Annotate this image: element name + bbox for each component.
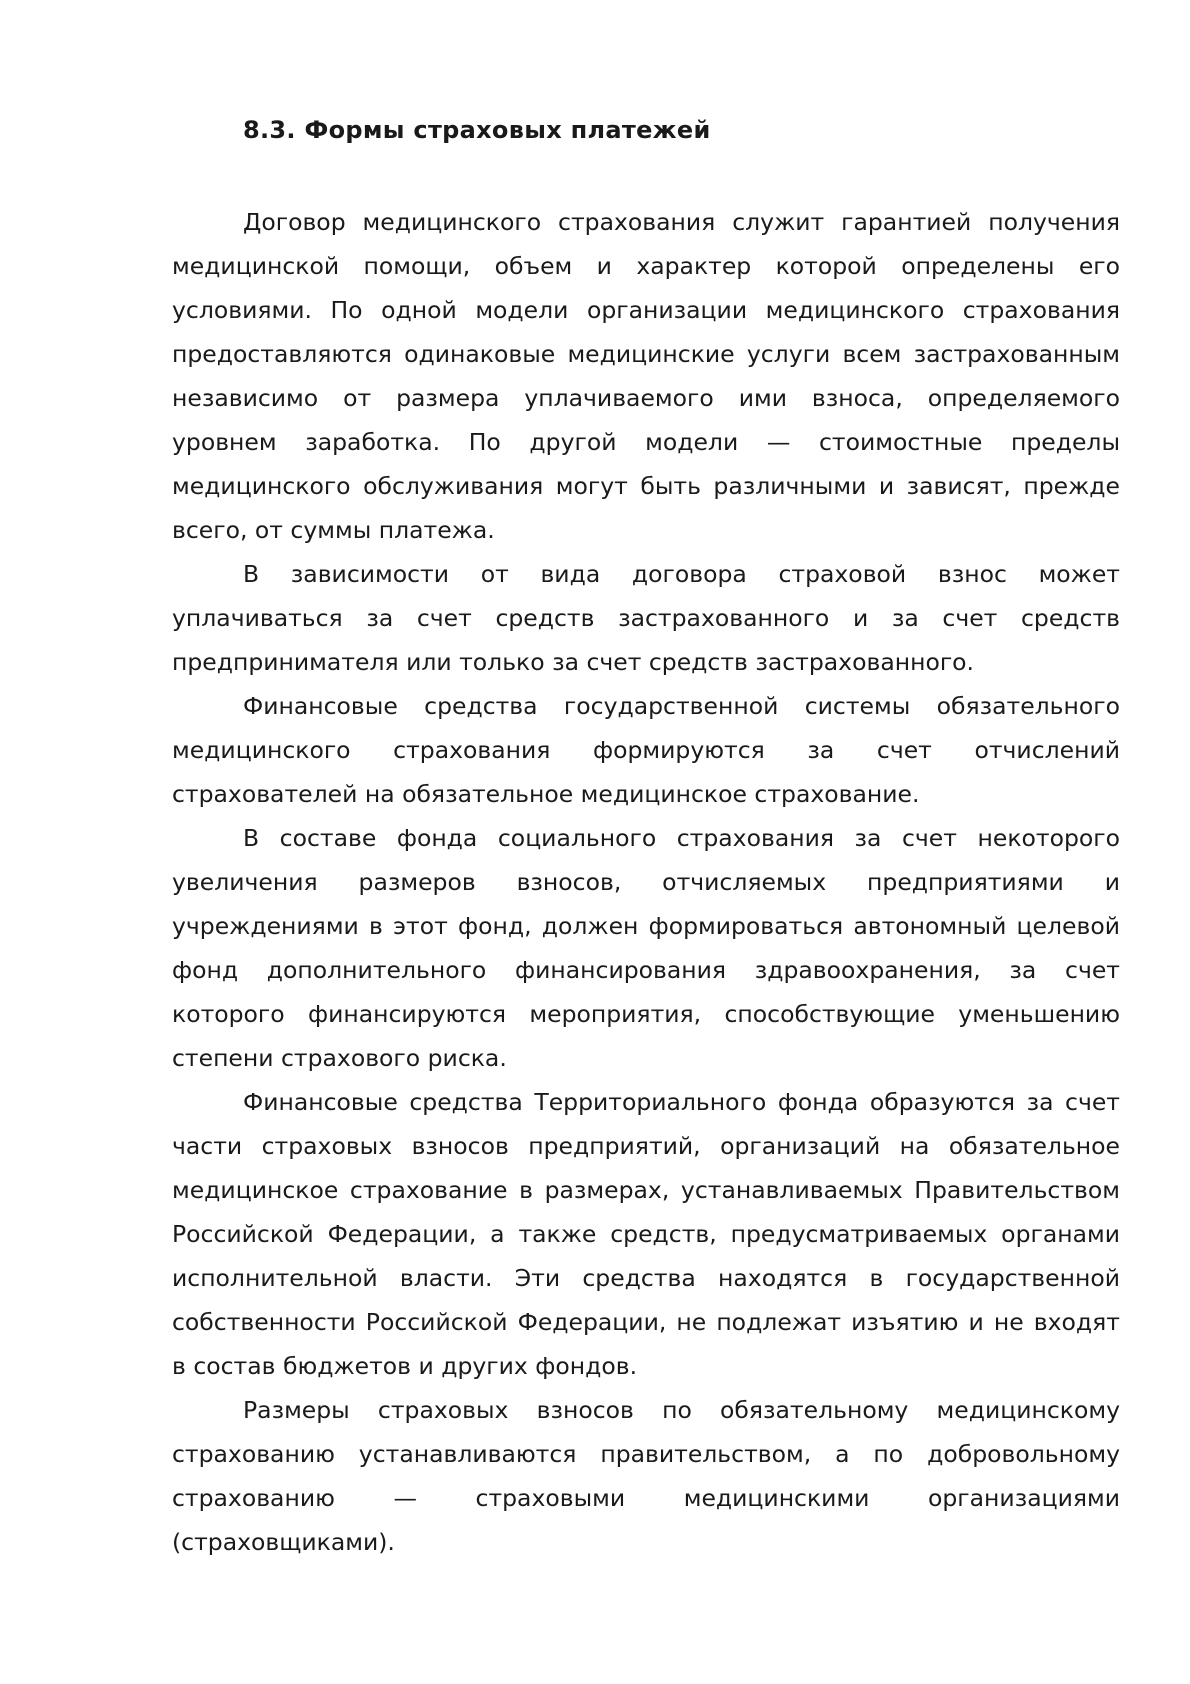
paragraph: Договор медицинского страхования служит гарантией получения медицинской помощи, объем и характер которой определены его условиями. По одной модели организации медицинского страхования предоставляются одинаковые медицинские услуги всем застрахованным независимо от размера уплачиваемого ими взноса, определяемого уровнем заработка. По другой модели — стоимостные пределы медицинского обслуживания могут быть различными и зависят, прежде всего, от суммы платежа. [172, 208, 1120, 544]
paragraph: Размеры страховых взносов по обязательному медицинскому страхованию устанавливаются правительством, а по добровольному страхованию — страховыми медицинскими организациями (страховщиками). [172, 1396, 1120, 1556]
paragraph: Финансовые средства Территориального фонда образуются за счет части страховых взносов предприятий, организаций на обязательное медицинское страхование в размерах, устанавливаемых Правительством Российской Федерации, а также средств, предусматриваемых органами исполнительной власти. Эти средства находятся в государственной собственности Российской Федерации, не подлежат изъятию и не входят в состав бюджетов и других фондов. [172, 1088, 1120, 1380]
paragraph: Финансовые средства государственной системы обязательного медицинского страхования формируются за счет отчислений страхователей на обязательное медицинское страхование. [172, 692, 1120, 808]
document-page [172, 110, 1120, 1564]
section-heading: 8.3. Формы страховых платежей [243, 116, 711, 144]
paragraph: В зависимости от вида договора страховой взнос может уплачиваться за счет средств застрахованного и за счет средств предпринимателя или только за счет средств застрахованного. [172, 560, 1120, 676]
paragraph: В составе фонда социального страхования за счет некоторого увеличения размеров взносов, отчисляемых предприятиями и учреждениями в этот фонд, должен формироваться автономный целевой фонд дополнительного финансирования здравоохранения, за счет которого финансируются мероприятия, способствующие уменьшению степени страхового риска. [172, 824, 1120, 1072]
